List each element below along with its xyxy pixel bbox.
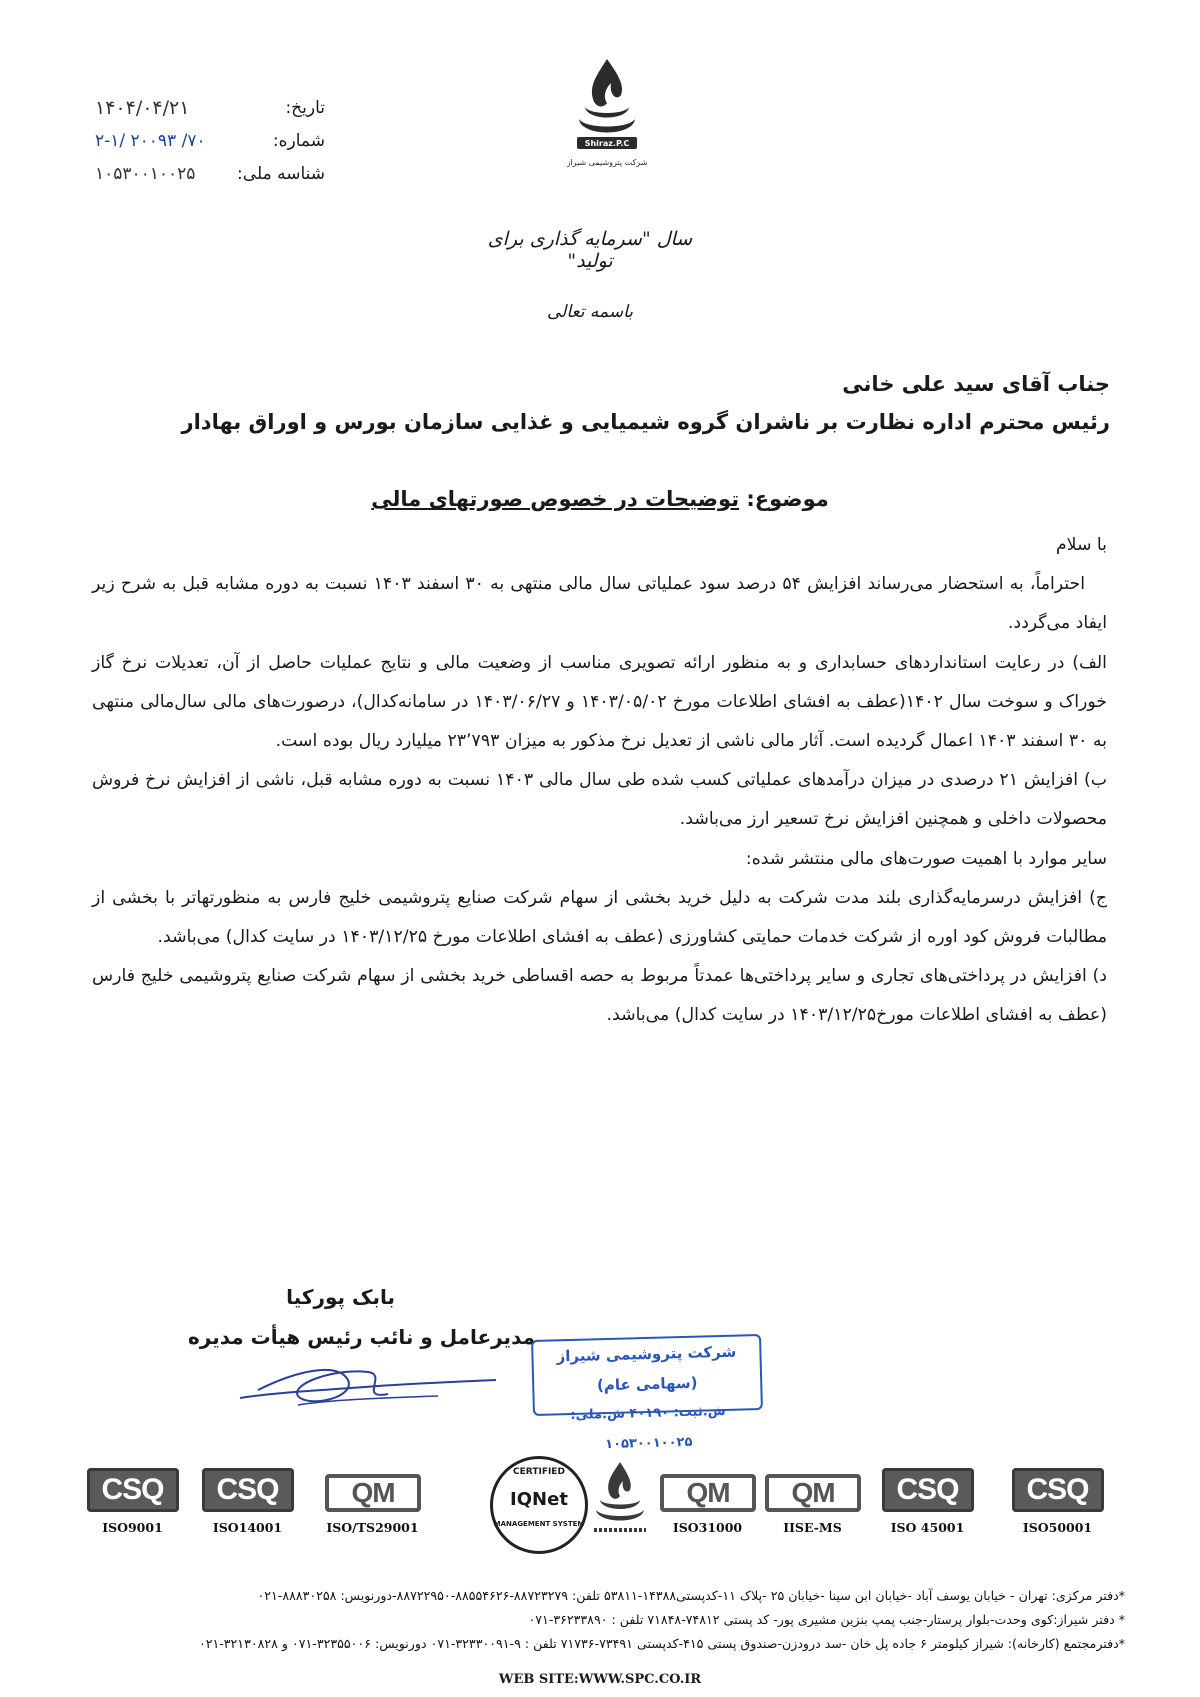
stamp-line1: شرکت پتروشیمی شیراز (سهامی عام): [556, 1342, 737, 1395]
cert-mark: CSQ: [882, 1468, 974, 1512]
subject-label: موضوع:: [746, 487, 829, 511]
number-label: شماره:: [272, 131, 325, 151]
logo-text: Shiraz.P.C: [584, 139, 630, 148]
subject-value: توضیحات در خصوص صورتهای مالی: [371, 487, 740, 511]
iqnet-certified-icon: [490, 1456, 588, 1554]
item-d-paragraph: د) افزایش در پرداختی‌های تجاری و سایر پرداختی‌ها عمدتاً مربوط به حصه اقساطی خرید بخشی از سهام شرکت صنایع پتروشیمی خلیج فارس (عطف به افشای اطلاعات مورخ۱۴۰۳/۱۲/۲۵ در سایت کدال) می‌باشد.: [92, 966, 1107, 1026]
certification-strip: [85, 1468, 1125, 1548]
cert-label: ISO50001: [1022, 1520, 1093, 1535]
company-stamp: [531, 1334, 763, 1453]
cert-mark: CSQ: [1012, 1468, 1104, 1512]
footer-head-office: *دفتر مرکزی: تهران - خیابان یوسف آباد -خیابان ابن سینا -خیابان ۲۵ -پلاک ۱۱-کدپستی۱۴۳۸۸-۵۳۸۱۱ تلفن: ۸۸۷۲۳۲۷۹-۸۸۵۵۴۶۲۶-۸۸۷۲۲۹۵۰-دورنویس: ۸۸۸۳۰۲۵۸-۰۲۱: [257, 1588, 1125, 1603]
cert-mark: QM: [765, 1474, 861, 1512]
cert-label: ISO9001: [102, 1520, 163, 1535]
stamp-line2: ش.ثبت: ۴۰۱۹۰ ش.ملی: ۱۰۵۳۰۰۱۰۰۲۵: [570, 1403, 726, 1453]
cert-mark: QM: [325, 1474, 421, 1512]
cert-mark: CSQ: [87, 1468, 179, 1512]
flame-logo-icon: [567, 55, 647, 195]
cert-iso14001: [200, 1468, 295, 1535]
intro-paragraph: احتراماً، به استحضار می‌رساند افزایش ۵۴ درصد سود عملیاتی سال مالی منتهی به ۳۰ اسفند ۱۴۰۳ نسبت به دوره مشابه قبل به شرح زیر ایفاد می‌گردد.: [92, 574, 1107, 634]
cert-label: ISO14001: [212, 1520, 283, 1535]
other-items-intro: سایر موارد با اهمیت صورت‌های مالی منتشر شده:: [745, 848, 1107, 869]
letter-body: [92, 526, 1107, 1036]
date-row: [95, 92, 325, 125]
iqnet-top: CERTIFIED: [513, 1467, 565, 1477]
year-motto: سال "سرمایه گذاری برای تولید": [487, 228, 693, 272]
date-value: ۱۴۰۴/۰۴/۲۱: [95, 97, 190, 119]
cert-iso50001: [1010, 1468, 1105, 1535]
iqnet-bottom: MANAGEMENT SYSTEM: [493, 1520, 585, 1528]
number-value: ۲-۱/ ۲۰۰۹۳ /۷۰: [95, 131, 206, 151]
national-id-row: [95, 158, 325, 191]
signatory-name: بابک پورکیا: [286, 1285, 395, 1309]
national-id-value: ۱۰۵۳۰۰۱۰۰۲۵: [95, 164, 196, 184]
bismillah: باسمه تعالی: [547, 302, 633, 322]
footer-plant-office: *دفترمجتمع (کارخانه): شیراز کیلومتر ۶ جاده پل خان -سد درودزن-صندوق پستی ۴۱۵-کدپستی ۷۳۴۹۱-۷۱۷۳۶ تلفن : ۹-۳۲۳۳۰۰۹۱-۰۷۱ دورنویس: ۳۲۳۵۵۰۰۶-۰۷۱ و ۳۲۱۳۰۸۲۸-۰۲۱: [198, 1636, 1125, 1651]
footer-shiraz-office: * دفتر شیراز:کوی وحدت-بلوار پرستار-جنب پمپ بنزین مشیری پور- کد پستی ۷۴۸۱۲-۷۱۸۴۸ تلفن : ۳۶۲۳۳۸۹۰-۰۷۱: [528, 1612, 1125, 1627]
number-row: [95, 125, 325, 158]
item-a-paragraph: الف) در رعایت استانداردهای حسابداری و به منظور ارائه تصویری مناسب از وضعیت مالی و نتایج عملیات حاصل از آن، تعدیلات نرخ گاز خوراک و سوخت سال ۱۴۰۲(عطف به افشای اطلاعات مورخ ۱۴۰۳/۰۵/۰۲ و ۱۴۰۳/۰۶/۲۷ در سامانه‌کدال)، درصورت‌های مالی سال‌مالی منتهی به ۳۰ اسفند ۱۴۰۳ اعمال گردیده است. آثار مالی ناشی از تعدیل نرخ مذکور به میزان ۲۳٬۷۹۳ میلیارد ریال بوده است.: [92, 652, 1107, 752]
national-id-label: شناسه ملی:: [237, 164, 325, 184]
footer-addresses: [65, 1584, 1125, 1656]
recipient-name: جناب آقای سید علی خانی: [842, 372, 1110, 396]
cert-iso45001: [880, 1468, 975, 1535]
subject-line: [0, 487, 1200, 511]
letter-meta: [95, 92, 325, 191]
handwritten-signature-icon: [238, 1350, 498, 1420]
iqnet-center: IQNet: [510, 1489, 568, 1510]
cert-label: ISO31000: [672, 1520, 743, 1535]
item-b-paragraph: ب) افزایش ۲۱ درصدی در میزان درآمدهای عملیاتی کسب شده طی سال مالی ۱۴۰۳ نسبت به دوره مشابه قبل، ناشی از افزایش نرخ فروش محصولات داخلی و همچنین افزایش نرخ تسعیر ارز می‌باشد.: [92, 770, 1108, 830]
cert-isots29001: [325, 1468, 420, 1535]
recipient: [110, 365, 1110, 441]
greeting: با سلام: [1055, 535, 1107, 555]
cert-iise-ms: [765, 1468, 860, 1535]
signatory-title: مدیرعامل و نائب رئیس هیأت مدیره: [187, 1325, 535, 1349]
company-flame-icon: [590, 1460, 650, 1538]
cert-label: ISO 45001: [890, 1520, 965, 1535]
cert-mark: CSQ: [202, 1468, 294, 1512]
cert-mark: QM: [660, 1474, 756, 1512]
cert-iso9001: [85, 1468, 180, 1535]
item-c-paragraph: ج) افزایش درسرمایه‌گذاری بلند مدت شرکت به دلیل خرید بخشی از سهام شرکت صنایع پتروشیمی خلیج فارس به منظورتهاتر با بخشی از مطالبات فروش کود اوره از شرکت خدمات حمایتی کشاورزی (عطف به افشای اطلاعات مورخ ۱۴۰۳/۱۲/۲۵ در سایت کدال) می‌باشد.: [92, 887, 1107, 948]
signature-block: [175, 1277, 535, 1357]
footer-website: WEB SITE:WWW.SPC.CO.IR: [498, 1672, 702, 1687]
date-label: تاریخ:: [285, 98, 325, 118]
logo-subtext: شرکت پتروشیمی شیراز: [567, 158, 647, 167]
company-logo: [567, 55, 647, 195]
cert-iso31000: [660, 1468, 755, 1535]
cert-label: ISO/TS29001: [326, 1520, 419, 1535]
cert-label: IISE-MS: [783, 1520, 842, 1535]
recipient-title: رئیس محترم اداره نظارت بر ناشران گروه شیمیایی و غذایی سازمان بورس و اوراق بهادار: [181, 410, 1110, 434]
